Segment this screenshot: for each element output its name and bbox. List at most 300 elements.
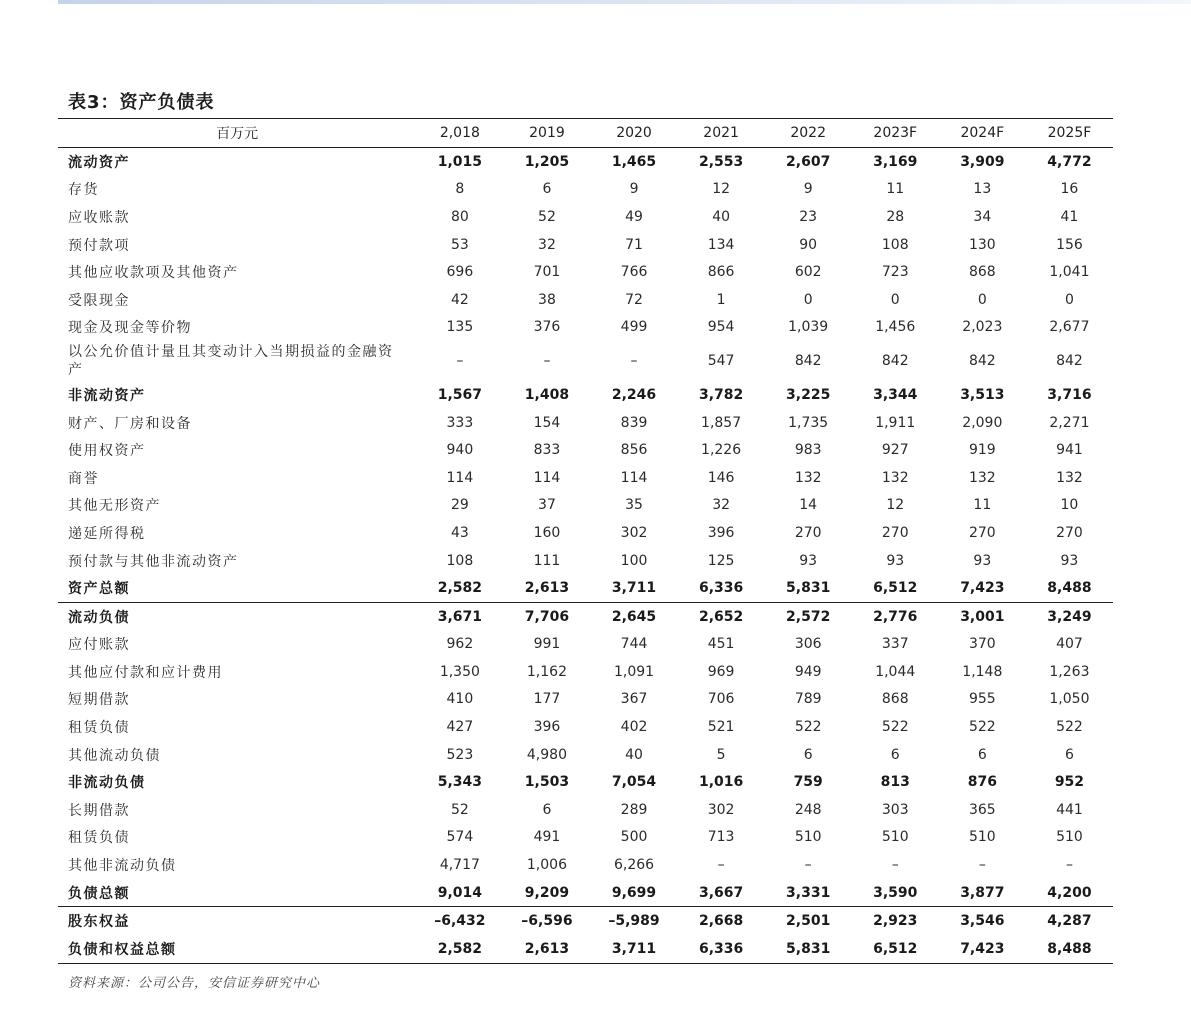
row-value: 125 — [707, 552, 735, 569]
row-value: 833 — [533, 442, 561, 459]
row-label: 应收账款 — [68, 209, 130, 226]
row-value: 114 — [446, 469, 474, 486]
row-value: 134 — [707, 236, 735, 253]
row-value: 40 — [712, 208, 731, 225]
table-row — [58, 602, 1113, 630]
row-value: 706 — [707, 691, 735, 708]
row-value: 991 — [533, 636, 561, 653]
row-value: 759 — [793, 774, 823, 791]
row-value: 1,456 — [875, 319, 916, 336]
row-value: 3,249 — [1026, 602, 1113, 630]
row-value: 5 — [716, 746, 726, 763]
row-value: 6 — [803, 746, 813, 763]
row-value: 969 — [707, 663, 735, 680]
row-value: 983 — [794, 442, 822, 459]
row-value: 1,044 — [875, 663, 916, 680]
row-value: 9,209 — [524, 884, 570, 901]
row-value: 49 — [625, 208, 643, 225]
row-value: 13 — [973, 181, 992, 198]
row-value: 9 — [629, 181, 639, 198]
row-value: 396 — [533, 719, 561, 736]
row-value: 376 — [533, 319, 561, 336]
row-value: 6 — [977, 746, 987, 763]
row-value: 3,671 — [416, 602, 503, 630]
row-value: 6,336 — [698, 580, 744, 597]
row-value: 1,503 — [524, 774, 570, 791]
row-value: 306 — [794, 636, 822, 653]
row-value: 2,613 — [503, 935, 590, 963]
row-value: 3,169 — [873, 153, 918, 170]
row-value: 11 — [973, 497, 992, 514]
row-value: 302 — [620, 524, 648, 541]
balance-sheet-table-wrapper — [58, 118, 1113, 964]
table-title: 表3：资产负债表 — [68, 92, 215, 113]
row-value: 367 — [620, 691, 648, 708]
row-value: 6 — [1064, 746, 1074, 763]
table-row — [58, 574, 1113, 602]
row-value: 14 — [799, 497, 818, 514]
row-value: 6,266 — [613, 857, 655, 874]
row-label: 流动资产 — [68, 154, 130, 171]
top-decorative-band — [58, 0, 1191, 4]
row-value: 52 — [538, 208, 556, 225]
row-value: 3,667 — [698, 884, 744, 901]
row-value: 6 — [542, 181, 552, 198]
row-label: 存货 — [68, 182, 99, 199]
row-label: 其他应付款和应计费用 — [68, 664, 223, 681]
row-label: 预付款与其他非流动资产 — [68, 553, 239, 570]
row-value: 71 — [625, 236, 643, 253]
row-value: – — [543, 353, 551, 370]
row-value: 2,553 — [698, 153, 744, 170]
row-value: 135 — [446, 319, 474, 336]
row-value: 962 — [446, 636, 474, 653]
balance-sheet-table — [58, 118, 1113, 964]
row-value: 132 — [794, 469, 822, 486]
row-value: 927 — [881, 442, 909, 459]
row-value: 93 — [1060, 552, 1079, 569]
table-row — [58, 203, 1113, 231]
row-value: 1,465 — [611, 153, 657, 170]
row-value: – — [804, 857, 812, 874]
row-value: 1,263 — [1049, 663, 1090, 680]
row-value: 38 — [538, 291, 556, 308]
row-value: 2,677 — [1049, 319, 1090, 336]
row-value: 510 — [794, 829, 822, 846]
row-value: 1,226 — [701, 442, 742, 459]
row-value: 6 — [542, 801, 552, 818]
row-value: 2,246 — [611, 386, 657, 403]
row-value: 2,271 — [1049, 414, 1090, 431]
row-value: 3,909 — [960, 153, 1005, 170]
row-value: 3,513 — [960, 386, 1005, 403]
row-value: 365 — [968, 801, 996, 818]
row-value: 2,501 — [765, 907, 852, 935]
row-value: 177 — [533, 691, 561, 708]
table-row — [58, 286, 1113, 314]
row-value: 2,923 — [852, 907, 939, 935]
row-label: 应付账款 — [68, 637, 130, 654]
header-year: 2020 — [590, 119, 677, 148]
table-row — [58, 935, 1113, 963]
row-value: 941 — [1056, 442, 1083, 459]
row-value: 1,162 — [526, 663, 567, 680]
row-value: 42 — [450, 291, 469, 308]
table-row — [58, 519, 1113, 547]
row-value: 93 — [973, 552, 992, 569]
row-value: 940 — [446, 442, 474, 459]
row-value: 12 — [886, 497, 905, 514]
row-value: 574 — [446, 829, 474, 846]
row-value: 701 — [533, 264, 561, 281]
row-label: 受限现金 — [68, 292, 130, 309]
row-value: 451 — [707, 636, 735, 653]
row-value: 5,343 — [437, 774, 483, 791]
row-value: 100 — [620, 552, 648, 569]
row-value: 0 — [803, 291, 813, 308]
row-value: 499 — [620, 319, 648, 336]
row-value: 6 — [890, 746, 900, 763]
row-value: 32 — [712, 497, 731, 514]
row-value: 842 — [881, 353, 909, 370]
row-value: 111 — [533, 552, 561, 569]
header-year: 2024F — [939, 119, 1026, 148]
row-value: 866 — [707, 264, 735, 281]
table-body — [58, 148, 1113, 964]
table-row — [58, 631, 1113, 659]
row-value: 410 — [446, 691, 474, 708]
row-value: 108 — [446, 552, 474, 569]
row-value: 11 — [886, 181, 905, 198]
row-value: 744 — [620, 636, 648, 653]
row-value: 0 — [890, 291, 900, 308]
row-value: 1,735 — [788, 414, 829, 431]
row-label: 财产、厂房和设备 — [68, 415, 192, 432]
row-value: 856 — [620, 442, 648, 459]
row-label: 现金及现金等价物 — [68, 320, 192, 337]
table-row — [58, 713, 1113, 741]
row-label: 短期借款 — [68, 692, 130, 709]
row-value: 955 — [968, 691, 996, 708]
row-value: – — [717, 857, 725, 874]
row-value: 4,717 — [439, 857, 480, 874]
table-row — [58, 381, 1113, 409]
row-value: 29 — [450, 497, 469, 514]
row-value: 441 — [1056, 801, 1083, 818]
row-value: 842 — [968, 353, 996, 370]
row-value: 522 — [1056, 719, 1083, 736]
row-value: 72 — [625, 291, 643, 308]
table-row — [58, 686, 1113, 714]
row-value: 93 — [886, 552, 905, 569]
row-value: 3,001 — [939, 602, 1026, 630]
row-value: 6,512 — [852, 935, 939, 963]
row-value: 4,772 — [1047, 153, 1092, 170]
table-row — [58, 436, 1113, 464]
row-value: 510 — [881, 829, 909, 846]
row-value: 954 — [707, 319, 735, 336]
row-value: 2,582 — [416, 935, 503, 963]
row-value: 919 — [968, 442, 996, 459]
row-value: 696 — [446, 264, 474, 281]
row-value: 949 — [794, 663, 822, 680]
row-value: 93 — [799, 552, 818, 569]
row-value: –6,596 — [503, 907, 590, 935]
row-value: 108 — [881, 236, 909, 253]
row-value: 4,980 — [526, 746, 567, 763]
row-value: 5,831 — [786, 580, 831, 597]
row-value: 3,590 — [873, 884, 918, 901]
table-row — [58, 492, 1113, 520]
row-value: 90 — [799, 236, 818, 253]
row-value: 114 — [620, 469, 648, 486]
row-label: 预付款项 — [68, 237, 130, 254]
header-year: 2,018 — [416, 119, 503, 148]
row-value: 154 — [533, 414, 561, 431]
row-value: 303 — [881, 801, 909, 818]
row-value: 2,613 — [524, 580, 570, 597]
row-value: 1,050 — [1049, 691, 1090, 708]
table-row — [58, 768, 1113, 796]
row-value: 37 — [538, 497, 556, 514]
row-value: 1 — [716, 291, 726, 308]
row-value: 402 — [620, 719, 648, 736]
row-value: 1,148 — [962, 663, 1003, 680]
table-row — [58, 258, 1113, 286]
row-value: 952 — [1054, 774, 1085, 791]
row-value: 522 — [794, 719, 822, 736]
table-row — [58, 907, 1113, 935]
table-row — [58, 464, 1113, 492]
row-value: 270 — [1056, 524, 1083, 541]
header-year: 2022 — [765, 119, 852, 148]
row-value: 500 — [620, 829, 648, 846]
table-row — [58, 879, 1113, 907]
row-value: 270 — [968, 524, 996, 541]
row-value: 1,408 — [524, 386, 570, 403]
row-value: – — [456, 353, 464, 370]
row-value: 333 — [446, 414, 474, 431]
row-label: 其他非流动负债 — [68, 858, 177, 875]
row-value: 114 — [533, 469, 561, 486]
table-row — [58, 851, 1113, 879]
row-value: 0 — [1064, 291, 1074, 308]
row-value: 6,336 — [678, 935, 765, 963]
row-value: 876 — [967, 774, 997, 791]
row-value: 813 — [880, 774, 910, 791]
row-value: 6,512 — [873, 580, 918, 597]
row-value: 23 — [799, 208, 818, 225]
row-label: 长期借款 — [68, 802, 130, 819]
header-row — [58, 119, 1113, 148]
table-row — [58, 796, 1113, 824]
row-value: 7,423 — [960, 580, 1005, 597]
row-value: 1,567 — [437, 386, 483, 403]
row-value: 1,015 — [437, 153, 483, 170]
row-value: 12 — [712, 181, 731, 198]
table-row — [58, 824, 1113, 852]
table-row — [58, 409, 1113, 437]
row-value: 868 — [881, 691, 909, 708]
row-value: 3,711 — [611, 580, 657, 597]
row-value: 839 — [620, 414, 648, 431]
row-value: 523 — [446, 746, 474, 763]
row-value: 510 — [968, 829, 996, 846]
row-value: 302 — [707, 801, 735, 818]
row-label: 商誉 — [68, 470, 99, 487]
row-label: 资产总额 — [68, 581, 130, 598]
row-value: 2,023 — [962, 319, 1003, 336]
table-header — [58, 119, 1113, 148]
row-label: 负债和权益总额 — [58, 935, 416, 963]
table-row — [58, 741, 1113, 769]
row-value: – — [630, 353, 638, 370]
row-value: 1,205 — [524, 153, 570, 170]
row-value: 7,706 — [503, 602, 590, 630]
row-value: 1,016 — [698, 774, 744, 791]
row-value: 842 — [1056, 353, 1083, 370]
row-value: 132 — [1056, 469, 1083, 486]
table-row — [58, 547, 1113, 575]
row-value: 3,711 — [590, 935, 677, 963]
row-value: –6,432 — [416, 907, 503, 935]
row-label: 租赁负债 — [68, 720, 130, 737]
row-value: 7,423 — [939, 935, 1026, 963]
row-value: 1,911 — [875, 414, 916, 431]
row-value: 28 — [886, 208, 905, 225]
row-value: 1,039 — [788, 319, 829, 336]
table-row — [58, 314, 1113, 342]
row-value: 547 — [707, 353, 735, 370]
row-value: 156 — [1056, 236, 1083, 253]
row-value: 2,668 — [678, 907, 765, 935]
row-value: 789 — [794, 691, 822, 708]
header-year: 2021 — [678, 119, 765, 148]
source-note: 资料来源：公司公告，安信证券研究中心 — [68, 976, 321, 991]
row-value: 4,200 — [1047, 884, 1092, 901]
row-value: 9,014 — [437, 884, 483, 901]
row-value: 8,488 — [1026, 935, 1113, 963]
row-value: 1,350 — [439, 663, 480, 680]
table-row — [58, 658, 1113, 686]
row-value: 602 — [794, 264, 822, 281]
row-value: 2,090 — [962, 414, 1003, 431]
row-value: – — [1065, 857, 1073, 874]
row-label: 其他流动负债 — [68, 747, 161, 764]
row-value: 522 — [968, 719, 996, 736]
row-label: 负债总额 — [68, 885, 130, 902]
row-value: 3,331 — [786, 884, 831, 901]
row-value: 32 — [538, 236, 556, 253]
row-value: 3,344 — [873, 386, 918, 403]
row-value: – — [978, 857, 986, 874]
row-value: 3,546 — [939, 907, 1026, 935]
row-value: 2,645 — [590, 602, 677, 630]
row-value: 4,287 — [1026, 907, 1113, 935]
row-value: 132 — [968, 469, 996, 486]
row-value: 16 — [1060, 181, 1079, 198]
row-value: 723 — [881, 264, 909, 281]
row-value: 43 — [450, 524, 469, 541]
row-value: 3,716 — [1047, 386, 1092, 403]
row-value: 2,582 — [437, 580, 483, 597]
row-value: 427 — [446, 719, 474, 736]
header-unit: 百万元 — [58, 119, 416, 148]
row-label: 使用权资产 — [68, 443, 146, 460]
row-value: 407 — [1056, 636, 1083, 653]
row-label: 递延所得税 — [68, 525, 146, 542]
row-label: 流动负债 — [58, 602, 416, 630]
row-value: 0 — [977, 291, 987, 308]
row-value: 7,054 — [611, 774, 657, 791]
row-value: 3,225 — [786, 386, 831, 403]
row-value: 132 — [881, 469, 909, 486]
row-value: 713 — [707, 829, 735, 846]
row-value: 5,831 — [765, 935, 852, 963]
row-label: 非流动资产 — [68, 387, 146, 404]
row-value: 2,607 — [786, 153, 831, 170]
row-label: 以公允价值计量且其变动计入当期损益的金融资产 — [68, 344, 394, 379]
table-row — [58, 231, 1113, 259]
row-value: 9,699 — [611, 884, 657, 901]
row-value: 522 — [881, 719, 909, 736]
row-value: 842 — [794, 353, 822, 370]
header-year: 2019 — [503, 119, 590, 148]
row-value: 130 — [968, 236, 996, 253]
row-value: 270 — [794, 524, 822, 541]
row-label: 租赁负债 — [68, 830, 130, 847]
row-value: 34 — [973, 208, 992, 225]
row-value: 868 — [968, 264, 996, 281]
row-value: 2,776 — [852, 602, 939, 630]
row-label: 其他无形资产 — [68, 498, 161, 515]
row-value: 53 — [450, 236, 469, 253]
row-value: 40 — [625, 746, 643, 763]
row-value: 2,652 — [678, 602, 765, 630]
row-value: 3,782 — [698, 386, 744, 403]
row-value: 510 — [1056, 829, 1083, 846]
row-value: 270 — [881, 524, 909, 541]
row-value: 10 — [1060, 497, 1079, 514]
row-value: 8,488 — [1047, 580, 1092, 597]
row-value: 370 — [968, 636, 996, 653]
row-label: 股东权益 — [58, 907, 416, 935]
row-value: 146 — [707, 469, 735, 486]
row-value: 9 — [803, 181, 813, 198]
row-value: 80 — [450, 208, 469, 225]
row-value: 52 — [450, 801, 469, 818]
row-value: 521 — [707, 719, 735, 736]
row-value: 396 — [707, 524, 735, 541]
row-label: 非流动负债 — [68, 775, 146, 792]
row-value: – — [891, 857, 899, 874]
row-value: 3,877 — [960, 884, 1005, 901]
row-value: 35 — [625, 497, 643, 514]
row-value: 491 — [533, 829, 561, 846]
row-value: 160 — [533, 524, 561, 541]
row-value: 766 — [620, 264, 648, 281]
header-year: 2025F — [1026, 119, 1113, 148]
table-row — [58, 148, 1113, 176]
row-value: 41 — [1060, 208, 1079, 225]
table-row — [58, 176, 1113, 204]
row-label: 其他应收款项及其他资产 — [68, 265, 239, 282]
row-value: 337 — [881, 636, 909, 653]
row-value: 1,091 — [613, 663, 655, 680]
row-value: 1,857 — [701, 414, 742, 431]
row-value: 289 — [620, 801, 648, 818]
row-value: 1,006 — [526, 857, 567, 874]
